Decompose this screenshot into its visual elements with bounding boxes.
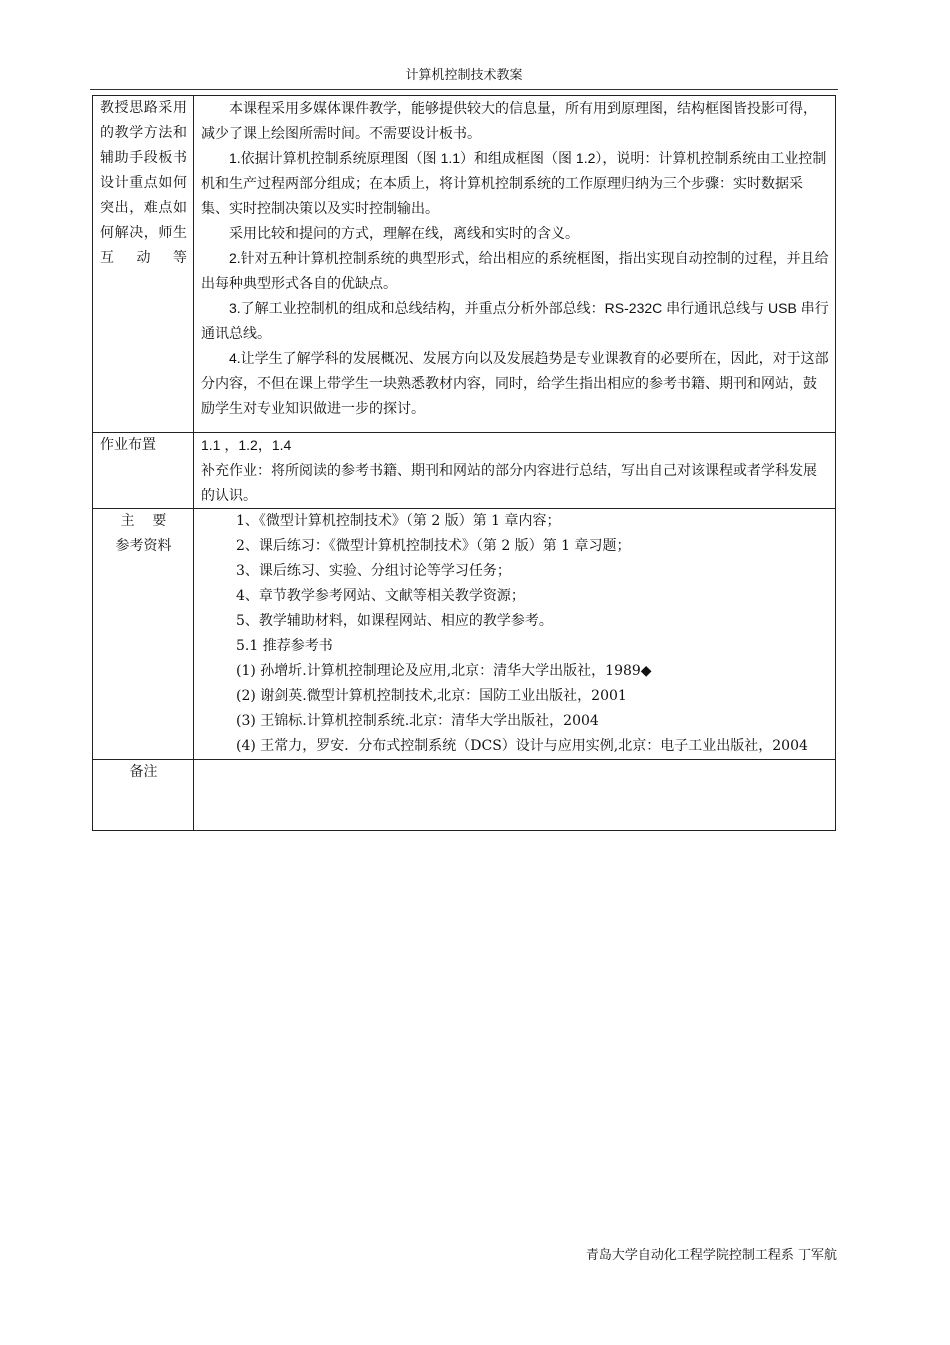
homework-label: 作业布置 bbox=[93, 433, 194, 509]
reference-item: 4、章节教学参考网站、文献等相关教学资源； bbox=[236, 588, 525, 604]
remarks-content bbox=[194, 760, 836, 831]
homework-content bbox=[194, 433, 836, 509]
lesson-plan-table bbox=[92, 95, 836, 831]
page-footer-author: 青岛大学自动化工程学院控制工程系 丁军航 bbox=[585, 1248, 837, 1263]
reference-item: 5.1 推荐参考书 bbox=[236, 638, 333, 654]
reference-item: 5、教学辅助材料，如课程网站、相应的教学参考。 bbox=[236, 613, 553, 629]
teaching-paragraph: 采用比较和提问的方式，理解在线，离线和实时的含义。 bbox=[229, 225, 579, 241]
header-rule bbox=[90, 89, 838, 90]
teaching-paragraph: 本课程采用多媒体课件教学，能够提供较大的信息量，所有用到原理图，结构框图皆投影可得，减少了课上绘图所需时间。不需要设计板书。 bbox=[201, 100, 817, 141]
references-label-line: 参考资料 bbox=[115, 538, 172, 554]
reference-item: 2、课后练习：《微型计算机控制技术》（第 2 版）第 1 章习题； bbox=[236, 538, 631, 554]
references-content bbox=[194, 509, 836, 760]
homework-exercises: 1.1 ，1.2，1.4 bbox=[201, 437, 292, 453]
references-row bbox=[93, 509, 836, 760]
reference-item: 1、《微型计算机控制技术》（第 2 版）第 1 章内容； bbox=[236, 513, 561, 529]
teaching-paragraph: 2.针对五种计算机控制系统的典型形式，给出相应的系统框图，指出实现自动控制的过程，并且给出每种典型形式各自的优缺点。 bbox=[201, 250, 829, 291]
reference-item: (2) 谢剑英.微型计算机控制技术,北京：国防工业出版社，2001 bbox=[236, 688, 627, 704]
homework-row bbox=[93, 433, 836, 509]
teaching-paragraph: 1.依据计算机控制系统原理图（图 1.1）和组成框图（图 1.2），说明：计算机控制系统由工业控制机和生产过程两部分组成；在本质上，将计算机控制系统的工作原理归纳为三个步骤：实时数据采集、实时控制决策以及实时控制输出。 bbox=[201, 150, 827, 216]
reference-item: (3) 王锦标.计算机控制系统.北京：清华大学出版社，2004 bbox=[236, 713, 599, 729]
page-header-title: 计算机控制技术教案 bbox=[405, 68, 523, 83]
teaching-method-label: 教授思路采用的教学方法和辅助手段板书设计重点如何突出，难点如何解决，师生互动等 bbox=[93, 96, 194, 433]
references-label-line: 主 要 bbox=[120, 513, 167, 529]
remarks-label: 备注 bbox=[93, 760, 194, 831]
teaching-paragraph: 4.让学生了解学科的发展概况、发展方向以及发展趋势是专业课教育的必要所在，因此，对于这部分内容，不但在课上带学生一块熟悉教材内容，同时，给学生指出相应的参考书籍、期刊和网站，鼓励学生对专业知识做进一步的探讨。 bbox=[201, 350, 829, 416]
references-label bbox=[93, 509, 194, 760]
teaching-method-row bbox=[93, 96, 836, 433]
reference-item: (4) 王常力，罗安．分布式控制系统（DCS）设计与应用实例,北京：电子工业出版社，2004 bbox=[236, 738, 808, 754]
teaching-method-content bbox=[194, 96, 836, 433]
teaching-paragraph: 3.了解工业控制机的组成和总线结构，并重点分析外部总线：RS-232C 串行通讯总线与 USB 串行通讯总线。 bbox=[201, 300, 829, 341]
remarks-row bbox=[93, 760, 836, 831]
homework-supplement: 补充作业：将所阅读的参考书籍、期刊和网站的部分内容进行总结，写出自己对该课程或者学科发展的认识。 bbox=[201, 462, 817, 503]
reference-item: 3、课后练习、实验、分组讨论等学习任务； bbox=[236, 563, 511, 579]
reference-item: (1) 孙增圻.计算机控制理论及应用,北京：清华大学出版社，1989◆ bbox=[236, 663, 652, 679]
